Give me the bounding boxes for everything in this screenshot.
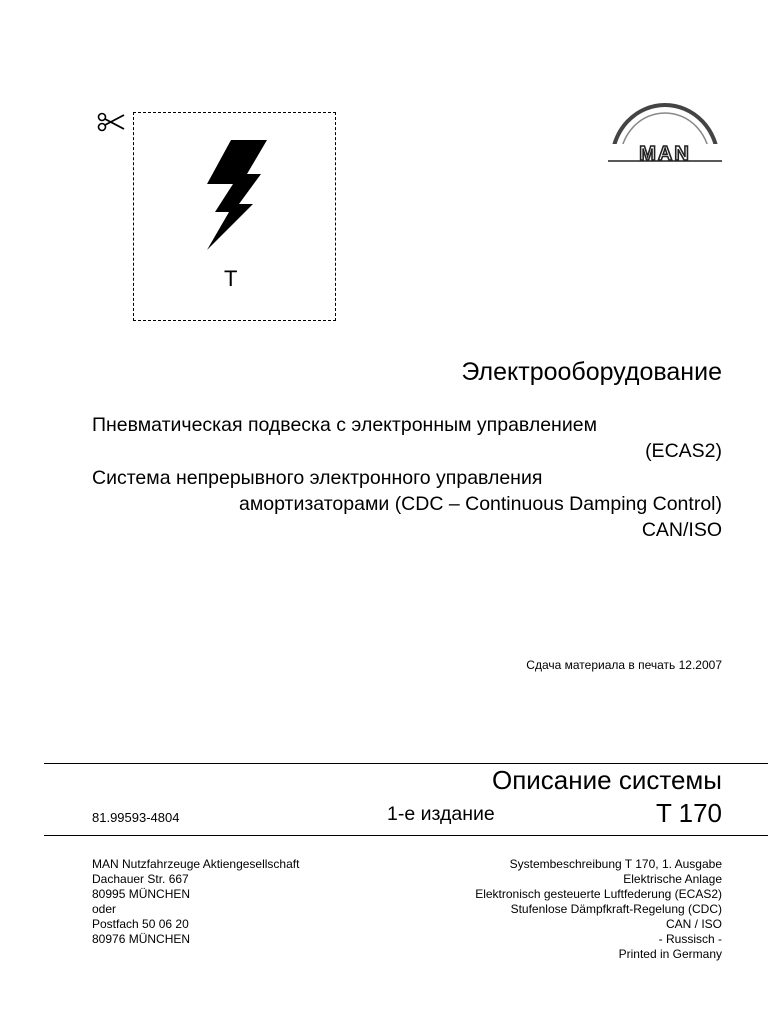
description-line: Systembeschreibung T 170, 1. Ausgabe: [509, 857, 722, 871]
description-line: Elektronisch gesteuerte Luftfederung (ECAS2): [475, 887, 722, 901]
subtitle-line: CAN/ISO: [641, 519, 722, 541]
description-line: Elektrische Anlage: [623, 872, 722, 886]
description-line: Stufenlose Dämpfkraft-Regelung (CDC): [510, 902, 722, 916]
publisher-address: [92, 857, 299, 947]
document-title: Электрооборудование: [461, 358, 722, 386]
address-line: Dachauer Str. 667: [92, 872, 189, 886]
divider: [44, 835, 768, 836]
german-description: [475, 857, 722, 962]
description-line: CAN / ISO: [665, 917, 722, 931]
subtitle-line: амортизаторами (CDC – Continuous Damping Control): [239, 493, 722, 515]
scissors-icon: [96, 110, 126, 134]
man-logo: [604, 99, 726, 162]
address-line: 80995 MÜNCHEN: [92, 887, 191, 901]
section-letter: T: [224, 266, 238, 291]
subtitle-line: (ECAS2): [645, 440, 722, 462]
document-number: 81.99593-4804: [92, 810, 180, 825]
address-line: 80976 MÜNCHEN: [92, 932, 191, 946]
edition: 1-е издание: [387, 803, 495, 825]
subtitle-line: Пневматическая подвеска с электронным управлением: [92, 414, 597, 436]
address-line: Postfach 50 06 20: [92, 917, 189, 931]
logo-text: MAN: [639, 143, 691, 162]
lightning-bolt-icon: [203, 140, 271, 252]
document-type: Описание системы: [491, 765, 722, 795]
subtitle-line: Система непрерывного электронного управления: [92, 467, 543, 489]
address-line: oder: [92, 902, 117, 916]
description-line: Printed in Germany: [618, 947, 722, 961]
address-line: MAN Nutzfahrzeuge Aktiengesellschaft: [92, 857, 300, 871]
print-date: Сдача материала в печать 12.2007: [526, 658, 722, 672]
description-line: - Russisch -: [658, 932, 722, 946]
t-code: T 170: [655, 798, 722, 828]
